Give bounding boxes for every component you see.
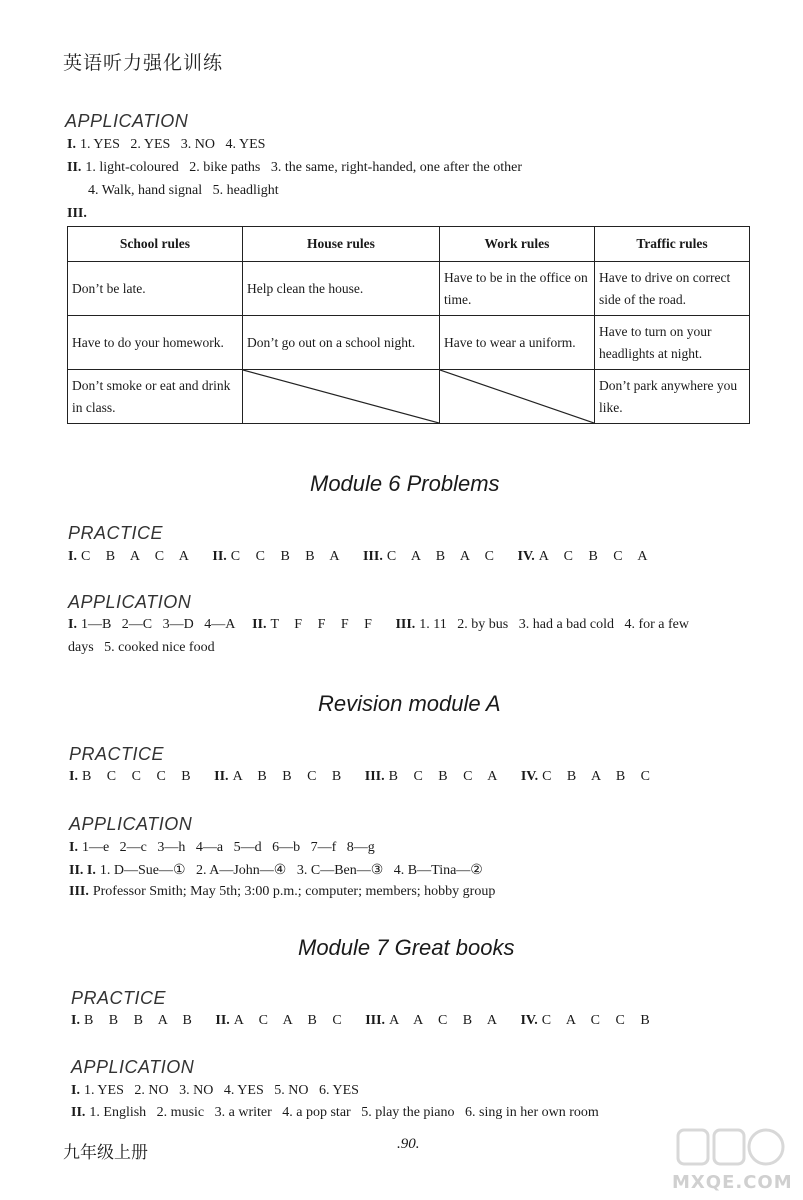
table-header: Traffic rules xyxy=(595,227,750,262)
table-cell: Have to drive on correct side of the road. xyxy=(595,262,750,316)
answer-line xyxy=(71,1013,656,1029)
footer-grade: 九年级上册 xyxy=(63,1143,148,1163)
item-label: IV. xyxy=(520,769,539,784)
answer-text: 1. YES 2. YES 3. NO 4. YES xyxy=(79,137,266,152)
table-row xyxy=(68,262,750,316)
table-header: House rules xyxy=(243,227,440,262)
answer-text: 1—B 2—C 3—D 4—A xyxy=(80,617,235,632)
answer-line xyxy=(67,206,91,222)
book-title: 英语听力强化训练 xyxy=(63,52,224,74)
answer-text: 1. YES 2. NO 3. NO 4. YES 5. NO 6. YES xyxy=(83,1083,359,1098)
table-cell: Have to wear a uniform. xyxy=(440,316,595,370)
item-label: II. I. xyxy=(69,863,96,878)
answer-text: 1. 11 2. by bus 3. had a bad cold 4. for a few xyxy=(419,617,689,632)
table-cell: Don’t go out on a school night. xyxy=(243,316,440,370)
answer-text: 4. Walk, hand signal 5. headlight xyxy=(88,183,279,198)
table-header: School rules xyxy=(68,227,243,262)
item-label: IV. xyxy=(520,1013,538,1028)
item-label: I. xyxy=(71,1083,80,1098)
answer-text: C A B A C xyxy=(386,549,500,564)
table-header: Work rules xyxy=(440,227,595,262)
item-label: I. xyxy=(68,549,77,564)
section-application-heading: APPLICATION xyxy=(69,814,193,834)
section-application-heading: APPLICATION xyxy=(68,592,192,612)
item-label: I. xyxy=(71,1013,80,1028)
item-label: III. xyxy=(362,549,383,564)
answer-text: A A C B A xyxy=(389,1013,503,1028)
table-header-row xyxy=(68,227,750,262)
section-application-heading: APPLICATION xyxy=(65,111,189,131)
answer-text: C B A B C xyxy=(542,769,657,784)
answer-text: A C A B C xyxy=(233,1013,348,1028)
answer-line xyxy=(69,884,495,900)
item-label: I. xyxy=(68,617,77,632)
answer-line xyxy=(69,769,656,785)
answer-text: A C B C A xyxy=(538,549,654,564)
item-label: I. xyxy=(69,840,78,855)
section-application-heading: APPLICATION xyxy=(71,1057,195,1077)
answer-line xyxy=(67,137,265,153)
answer-line xyxy=(68,549,653,565)
section-practice-heading: PRACTICE xyxy=(69,744,165,764)
table-cell: Help clean the house. xyxy=(243,262,440,316)
table-row xyxy=(68,370,750,424)
table-cell: Don’t smoke or eat and drink in class. xyxy=(68,370,243,424)
item-label: I. xyxy=(69,769,78,784)
item-label: III. xyxy=(364,769,385,784)
section-practice-heading: PRACTICE xyxy=(71,988,167,1008)
answer-line xyxy=(88,183,279,199)
answer-text: Professor Smith; May 5th; 3:00 p.m.; computer; members; hobby group xyxy=(92,884,496,899)
module-title: Module 6 Problems xyxy=(310,471,500,496)
table-row xyxy=(68,316,750,370)
answer-text: C B A C A xyxy=(80,549,195,564)
answer-text: B C C C B xyxy=(81,769,197,784)
answer-line xyxy=(68,640,215,656)
empty-cell-diagonal xyxy=(243,370,440,424)
table-cell: Have to be in the office on time. xyxy=(440,262,595,316)
page-number: .90. xyxy=(397,1136,420,1152)
watermark-text: MXQE.COM xyxy=(672,1172,793,1193)
section-practice-heading: PRACTICE xyxy=(68,523,164,543)
item-label: II. xyxy=(71,1105,86,1120)
watermark-logo-icon xyxy=(676,1126,786,1170)
table-cell: Have to turn on your headlights at night. xyxy=(595,316,750,370)
answer-text: T F F F F xyxy=(270,617,378,632)
item-label: III. xyxy=(67,206,87,221)
item-label: II. xyxy=(212,549,227,564)
answer-text: B C B C A xyxy=(388,769,504,784)
answer-line xyxy=(69,862,483,879)
answer-text: 1. D—Sue—① 2. A—John—④ 3. C—Ben—③ 4. B—Tina—② xyxy=(99,863,483,878)
item-label: III. xyxy=(365,1013,386,1028)
answer-text: 1. light-coloured 2. bike paths 3. the same, right-handed, one after the other xyxy=(85,160,522,175)
answer-text: 1. English 2. music 3. a writer 4. a pop star 5. play the piano 6. sing in her own room xyxy=(89,1105,599,1120)
item-label: II. xyxy=(214,769,229,784)
item-label: II. xyxy=(252,617,267,632)
answer-line xyxy=(69,840,375,856)
table-cell: Have to do your homework. xyxy=(68,316,243,370)
answer-text: C C B B A xyxy=(230,549,346,564)
answer-line xyxy=(71,1105,599,1121)
item-label: III. xyxy=(69,884,89,899)
answer-line xyxy=(71,1083,359,1099)
answer-text: 1—e 2—c 3—h 4—a 5—d 6—b 7—f 8—g xyxy=(81,840,375,855)
item-label: II. xyxy=(67,160,82,175)
item-label: I. xyxy=(67,137,76,152)
item-label: III. xyxy=(395,617,416,632)
answer-line xyxy=(68,617,689,633)
answer-text: B B B A B xyxy=(83,1013,198,1028)
answer-text: C A C C B xyxy=(541,1013,656,1028)
table-cell: Don’t be late. xyxy=(68,262,243,316)
item-label: II. xyxy=(215,1013,230,1028)
item-label: IV. xyxy=(517,549,535,564)
table-cell: Don’t park anywhere you like. xyxy=(595,370,750,424)
answer-text: A B B C B xyxy=(232,769,348,784)
rules-table xyxy=(67,226,750,424)
empty-cell-diagonal xyxy=(440,370,595,424)
answer-text: days 5. cooked nice food xyxy=(68,640,215,655)
module-title: Revision module A xyxy=(318,691,501,716)
module-title: Module 7 Great books xyxy=(298,935,515,960)
answer-line xyxy=(67,160,522,176)
